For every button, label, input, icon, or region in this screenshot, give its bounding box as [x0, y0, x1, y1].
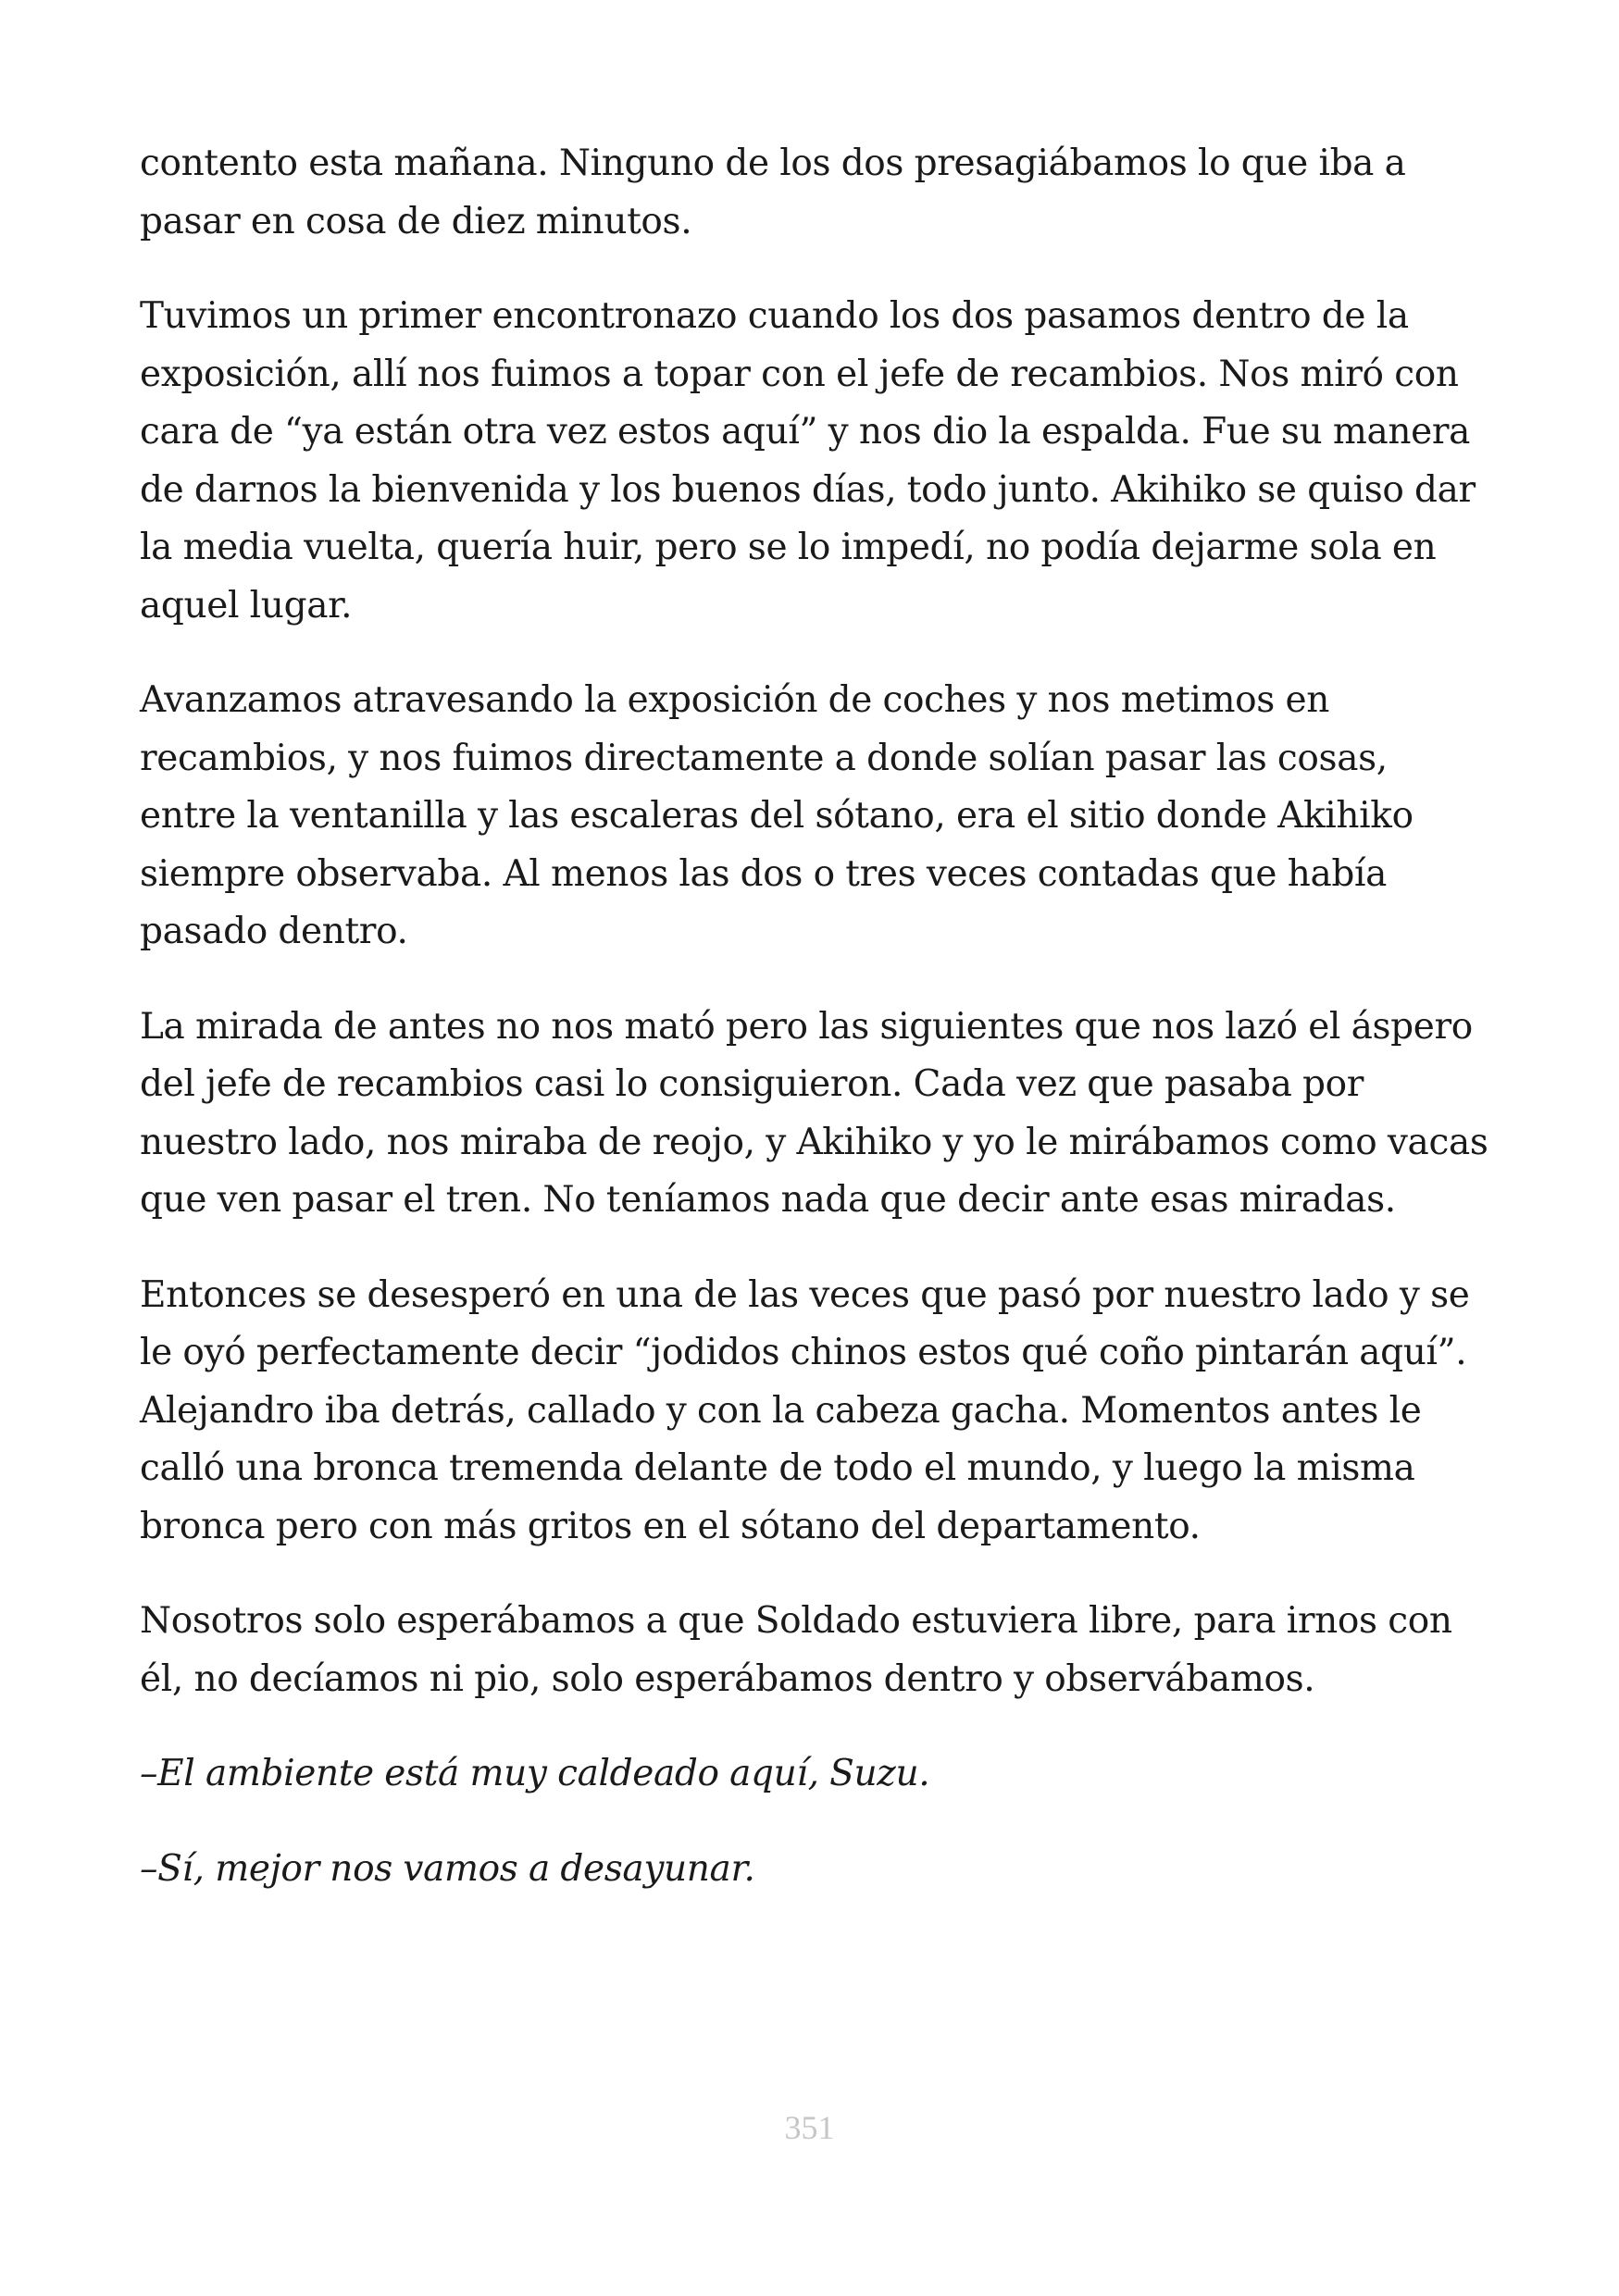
page-body [140, 135, 1491, 1935]
dialogue-line: –Sí, mejor nos vamos a desayunar. [140, 1847, 755, 1890]
page-number: 351 [784, 2109, 835, 2146]
dialogue-line: –El ambiente está muy caldeado aquí, Suzu. [140, 1753, 930, 1794]
paragraph: Entonces se desesperó en una de las veces que pasó por nuestro lado y se le oyó perfectamente decir “jodidos chinos estos qué coño pintarán aquí”. Alejandro iba detrás, callado y con la cabeza gacha. Momentos antes le calló una bronca tremenda delante de todo el mundo, y luego la misma bronca pero con más gritos en el sótano del departamento. [140, 1273, 1470, 1547]
paragraph: Nosotros solo esperábamos a que Soldado estuviera libre, para irnos con él, no decíamos ni pio, solo esperábamos dentro y observábamos. [140, 1600, 1452, 1700]
paragraph: Avanzamos atravesando la exposición de coches y nos metimos en recambios, y nos fuimos directamente a donde solían pasar las cosas, entre la ventanilla y las escaleras del sótano, era el sitio donde Akihiko siempre observaba. Al menos las dos o tres veces contadas que había pasado dentro. [140, 679, 1414, 952]
paragraph: contento esta mañana. Ninguno de los dos presagiábamos lo que iba a pasar en cosa de diez minutos. [140, 143, 1406, 242]
paragraph: Tuvimos un primer encontronazo cuando los dos pasamos dentro de la exposición, allí nos fuimos a topar con el jefe de recambios. Nos miró con cara de “ya están otra vez estos aquí” y nos dio la espalda. Fue su manera de darnos la bienvenida y los buenos días, todo junto. Akihiko se quiso dar la media vuelta, quería huir, pero se lo impedí, no podía dejarme sola en aquel lugar. [140, 295, 1476, 627]
paragraph: La mirada de antes no nos mató pero las siguientes que nos lazó el áspero del jefe de recambios casi lo consiguieron. Cada vez que pasaba por nuestro lado, nos miraba de reojo, y Akihiko y yo le mirábamos como vacas que ven pasar el tren. No teníamos nada que decir ante esas miradas. [140, 1005, 1488, 1221]
